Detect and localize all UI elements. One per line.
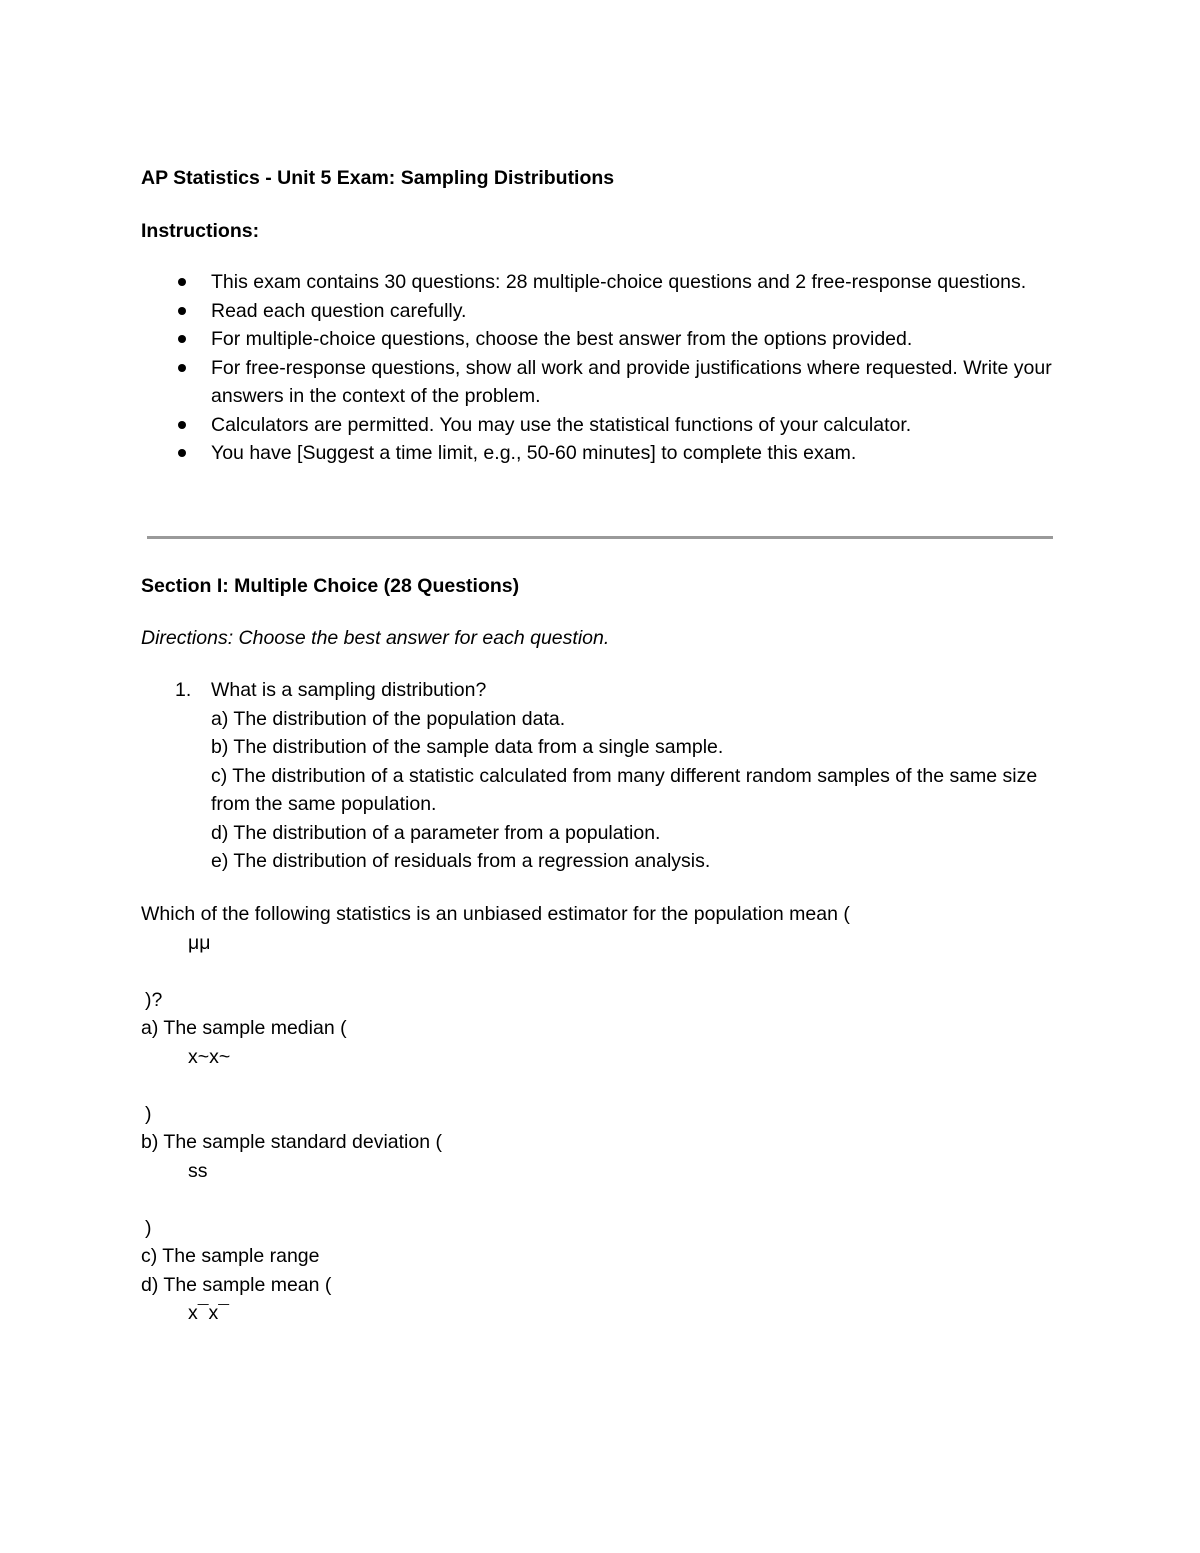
instruction-item: [211, 411, 1071, 440]
bullet-icon: [178, 421, 186, 429]
bullet-icon: [178, 278, 186, 286]
question-1: [175, 676, 1071, 876]
math-symbol-median: x~x~: [188, 1045, 231, 1068]
answer-option-c: c) The sample range: [141, 1245, 320, 1267]
spacer: [141, 1071, 1071, 1100]
answer-option-b: b) The distribution of the sample data from a single sample.: [211, 736, 724, 758]
instruction-text: Calculators are permitted. You may use the statistical functions of your calculator.: [211, 413, 912, 436]
instructions-heading: Instructions:: [141, 220, 260, 242]
question-stem: Which of the following statistics is an unbiased estimator for the population mean (: [141, 903, 850, 925]
question-text: What is a sampling distribution?: [211, 679, 487, 701]
answer-option-a: a) The distribution of the population data.: [211, 707, 566, 730]
answer-option-b-close: ): [145, 1216, 152, 1239]
bullet-icon: [178, 364, 186, 372]
section-directions: Directions: Choose the best answer for each question.: [141, 627, 610, 649]
answer-option-d: d) The sample mean (: [141, 1273, 332, 1296]
spacer: [141, 1185, 1071, 1214]
answer-option-e: e) The distribution of residuals from a regression analysis.: [211, 850, 711, 872]
answer-option-c: c) The distribution of a statistic calculated from many different random samples of the same size from the same population.: [211, 764, 1038, 815]
bullet-icon: [178, 335, 186, 343]
instruction-text: For free-response questions, show all work and provide justifications where requested. Write your answers in the context of the problem.: [211, 356, 1052, 407]
answer-option-a-close: ): [145, 1102, 152, 1125]
answer-option-d: d) The distribution of a parameter from a population.: [211, 821, 661, 844]
instruction-item: [211, 354, 1071, 411]
bullet-icon: [178, 449, 186, 457]
instruction-item: [211, 439, 1071, 468]
answer-option-b: b) The sample standard deviation (: [141, 1131, 442, 1153]
instruction-text: For multiple-choice questions, choose the best answer from the options provided.: [211, 328, 913, 350]
math-symbol-s: ss: [188, 1159, 208, 1182]
instruction-text: You have [Suggest a time limit, e.g., 50-60 minutes] to complete this exam.: [211, 442, 857, 464]
instruction-item: [211, 297, 1071, 326]
instruction-text: Read each question carefully.: [211, 299, 467, 322]
question-stem-close: )?: [145, 988, 163, 1011]
instruction-item: [211, 325, 1071, 354]
bullet-icon: [178, 307, 186, 315]
math-symbol-mu: μμ: [188, 931, 211, 954]
exam-title: AP Statistics - Unit 5 Exam: Sampling Distributions: [141, 167, 615, 189]
instructions-list: [211, 268, 1071, 468]
question-2: [141, 900, 1071, 1328]
section-heading: Section I: Multiple Choice (28 Questions): [141, 575, 520, 597]
answer-option-a: a) The sample median (: [141, 1017, 347, 1039]
math-symbol-xbar: x¯x¯: [188, 1302, 230, 1324]
question-number: 1.: [175, 679, 192, 701]
spacer: [141, 957, 1071, 986]
instruction-text: This exam contains 30 questions: 28 multiple-choice questions and 2 free-response questions.: [211, 271, 1027, 293]
horizontal-divider: [147, 536, 1053, 539]
instruction-item: [211, 268, 1071, 297]
